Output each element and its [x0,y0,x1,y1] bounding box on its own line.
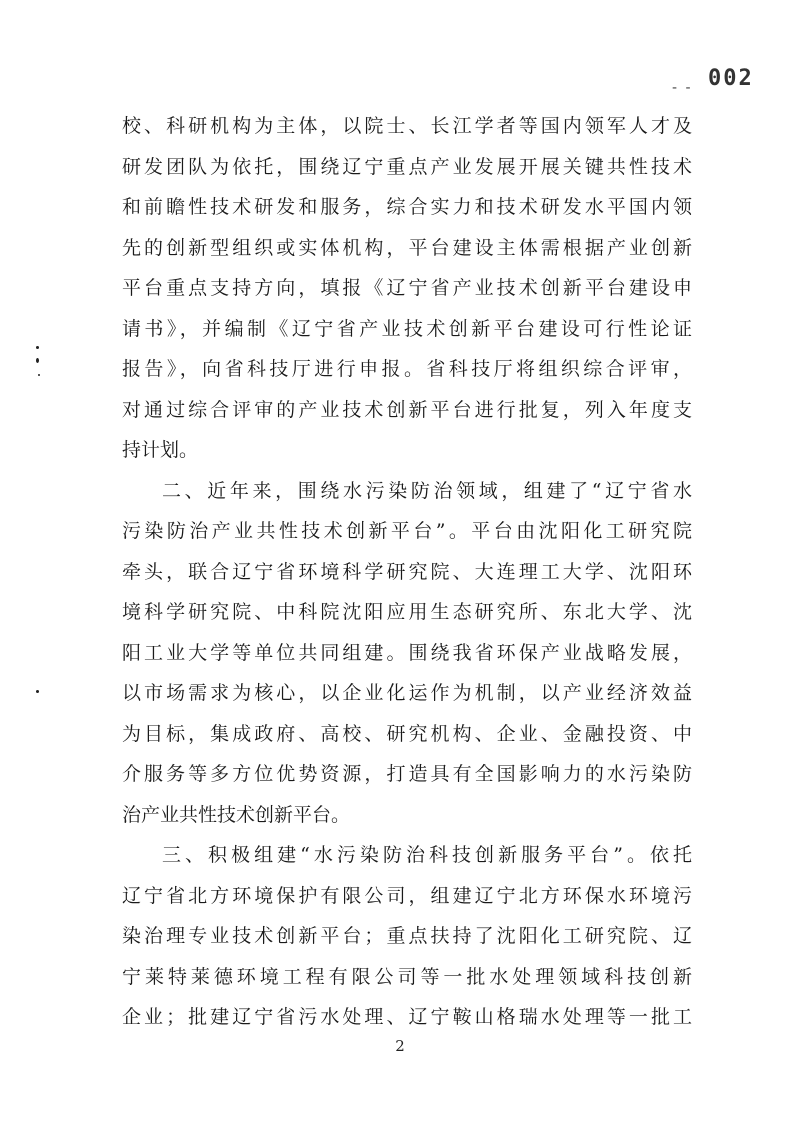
margin-mark [36,690,39,693]
margin-mark [38,374,40,376]
text-line: 牵头，联合辽宁省环境科学研究院、大连理工大学、沈阳环 [122,560,692,583]
text-line: 先的创新型组织或实体机构，平台建设主体需根据产业创新 [122,236,692,259]
margin-mark [36,358,39,363]
text-line: 宁莱特莱德环境工程有限公司等一批水处理领域科技创新 [122,965,692,988]
text-line: 污染防治产业共性技术创新平台”。平台由沈阳化工研究院 [122,520,692,542]
text-line: 三、积极组建“水污染防治科技创新服务平台”。依托 [162,844,692,866]
text-line: 以市场需求为核心，以企业化运作为机制，以产业经济效益 [122,682,692,704]
text-line: 境科学研究院、中科院沈阳应用生态研究所、东北大学、沈 [122,601,692,623]
text-line: 校、科研机构为主体，以院士、长江学者等国内领军人才及 [122,115,692,137]
text-line: 对通过综合评审的产业技术创新平台进行批复，列入年度支 [122,398,692,421]
text-line: 持计划。 [122,439,199,461]
text-line: 请书》，并编制《辽宁省产业技术创新平台建设可行性论证 [122,317,692,340]
text-line: 为目标，集成政府、高校、研究机构、企业、金融投资、中 [122,722,692,745]
text-line: 二、近年来，围绕水污染防治领域，组建了“辽宁省水 [162,479,692,502]
text-line: 企业；批建辽宁省污水处理、辽宁鞍山格瑞水处理等一批工 [122,1006,692,1028]
body-text [122,106,692,1038]
text-line: 染治理专业技术创新平台；重点扶持了沈阳化工研究院、辽 [122,925,692,947]
header-stamp-dash: - - [672,80,693,96]
text-line: 研发团队为依托，围绕辽宁重点产业发展开展关键共性技术 [122,155,692,178]
header-stamp-number: 002 [708,66,754,91]
text-line: 阳工业大学等单位共同组建。围绕我省环保产业战略发展， [122,641,692,664]
text-line: 报告》，向省科技厅进行申报。省科技厅将组织综合评审， [122,358,692,380]
page-number: 2 [395,1037,405,1055]
text-line: 介服务等多方位优势资源，打造具有全国影响力的水污染防 [122,763,692,785]
text-line: 辽宁省北方环境保护有限公司，组建辽宁北方环保水环境污 [122,884,692,907]
margin-mark [36,346,39,349]
text-line: 平台重点支持方向，填报《辽宁省产业技术创新平台建设申 [122,277,692,299]
text-line: 治产业共性技术创新平台。 [122,803,351,826]
text-line: 和前瞻性技术研发和服务，综合实力和技术研发水平国内领 [122,196,692,218]
